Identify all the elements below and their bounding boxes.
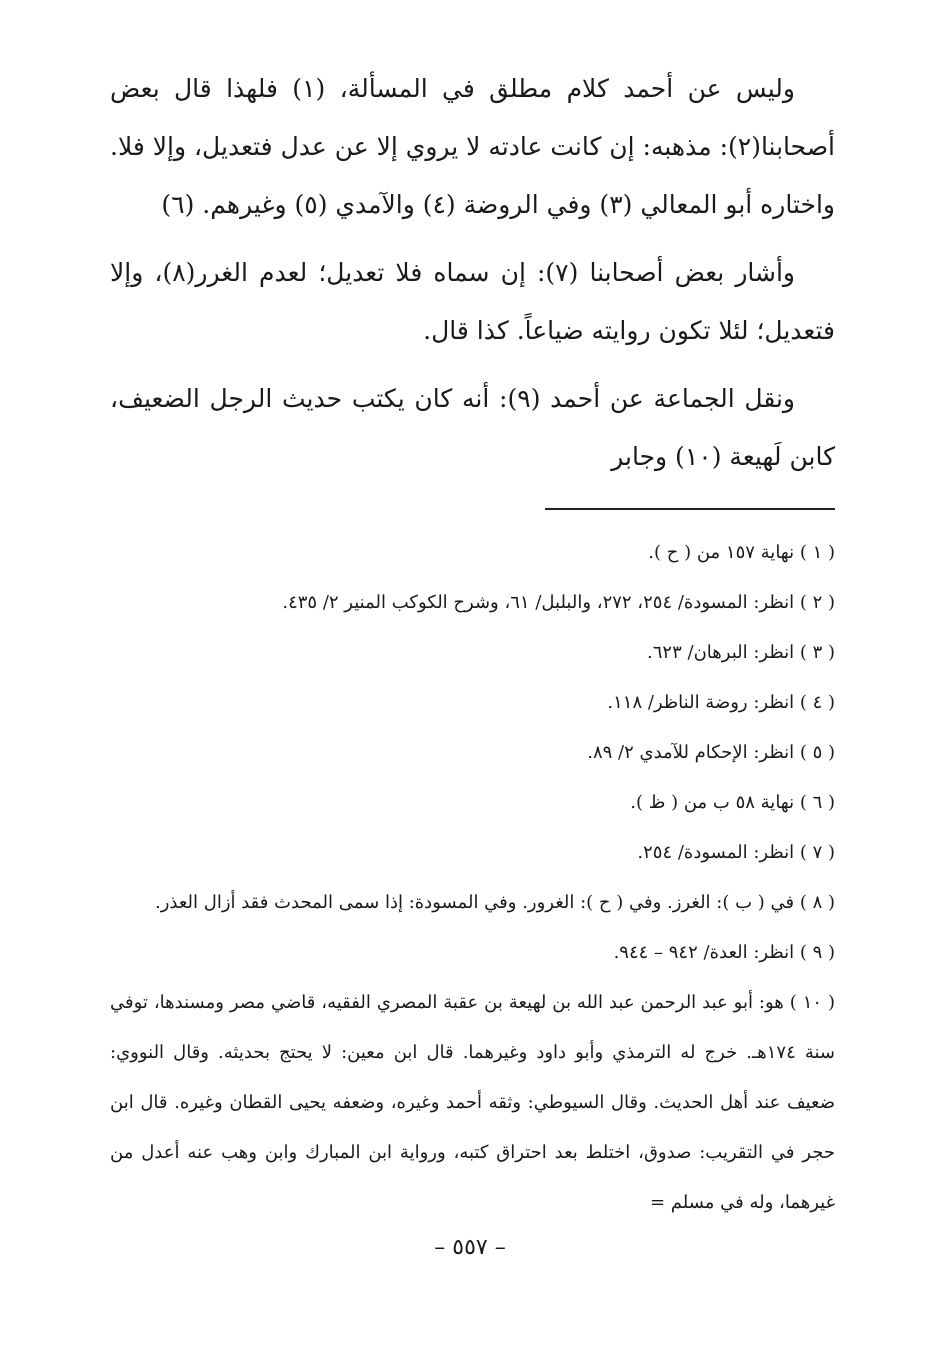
paragraph: وأشار بعض أصحابنا (٧): إن سماه فلا تعديل؛ لعدم الغرر(٨)، وإلا فتعديل؛ لئلا تكون روايته ضياعاً. كذا قال.	[110, 258, 835, 345]
paragraph: وليس عن أحمد كلام مطلق في المسألة، (١) فلهذا قال بعض أصحابنا(٢): مذهبه: إن كانت عادته لا يروي إلا عن عدل فتعديل، وإلا فلا. واختاره أبو المعالي (٣) وفي الروضة (٤) والآمدي (٥) وغيرهم. (٦)	[110, 74, 835, 219]
footnote: ( ٨ ) في ( ب ): الغرز. وفي ( ح ): الغرور. وفي المسودة: إذا سمى المحدث فقد أزال العذر.	[154, 892, 835, 913]
footnote: ( ٢ ) انظر: المسودة/ ٢٥٤، ٢٧٢، والبلبل/ ٦١، وشرح الكوكب المنير ٢/ ٤٣٥.	[282, 592, 835, 613]
main-text	[110, 60, 835, 486]
footnote: ( ٥ ) انظر: الإحكام للآمدي ٢/ ٨٩.	[587, 742, 835, 763]
paragraph: ونقل الجماعة عن أحمد (٩): أنه كان يكتب حديث الرجل الضعيف، كابن لَهيعة (١٠) وجابر	[110, 384, 835, 471]
footnotes	[110, 528, 835, 1228]
footnote: ( ٧ ) انظر: المسودة/ ٢٥٤.	[637, 842, 835, 863]
footnote-divider	[545, 508, 835, 510]
page-number: – ٥٥٧ –	[434, 1235, 506, 1260]
footnote: ( ٦ ) نهاية ٥٨ ب من ( ظ ).	[630, 792, 835, 813]
footnote: ( ١٠ ) هو: أبو عبد الرحمن عبد الله بن لهيعة بن عقبة المصري الفقيه، قاضي مصر ومسندها، توفي سنة ١٧٤هـ. خرج له الترمذي وأبو داود وغيرهما. قال ابن معين: لا يحتج بحديثه. وقال النووي: ضعيف عند أهل الحديث. وقال السيوطي: وثقه أحمد وغيره، وضعفه يحيى القطان وغيره. قال ابن حجر في التقريب: صدوق، اختلط بعد احتراق كتبه، ورواية ابن المبارك وابن وهب عنه أعدل من غيرهما، وله في مسلم =	[110, 992, 836, 1213]
footnote: ( ١ ) نهاية ١٥٧ من ( ح ).	[648, 542, 835, 563]
footnote: ( ٤ ) انظر: روضة الناظر/ ١١٨.	[607, 692, 835, 713]
footnote: ( ٣ ) انظر: البرهان/ ٦٢٣.	[647, 642, 835, 663]
footnote: ( ٩ ) انظر: العدة/ ٩٤٢ – ٩٤٤.	[613, 942, 835, 963]
page-content	[110, 60, 835, 1228]
